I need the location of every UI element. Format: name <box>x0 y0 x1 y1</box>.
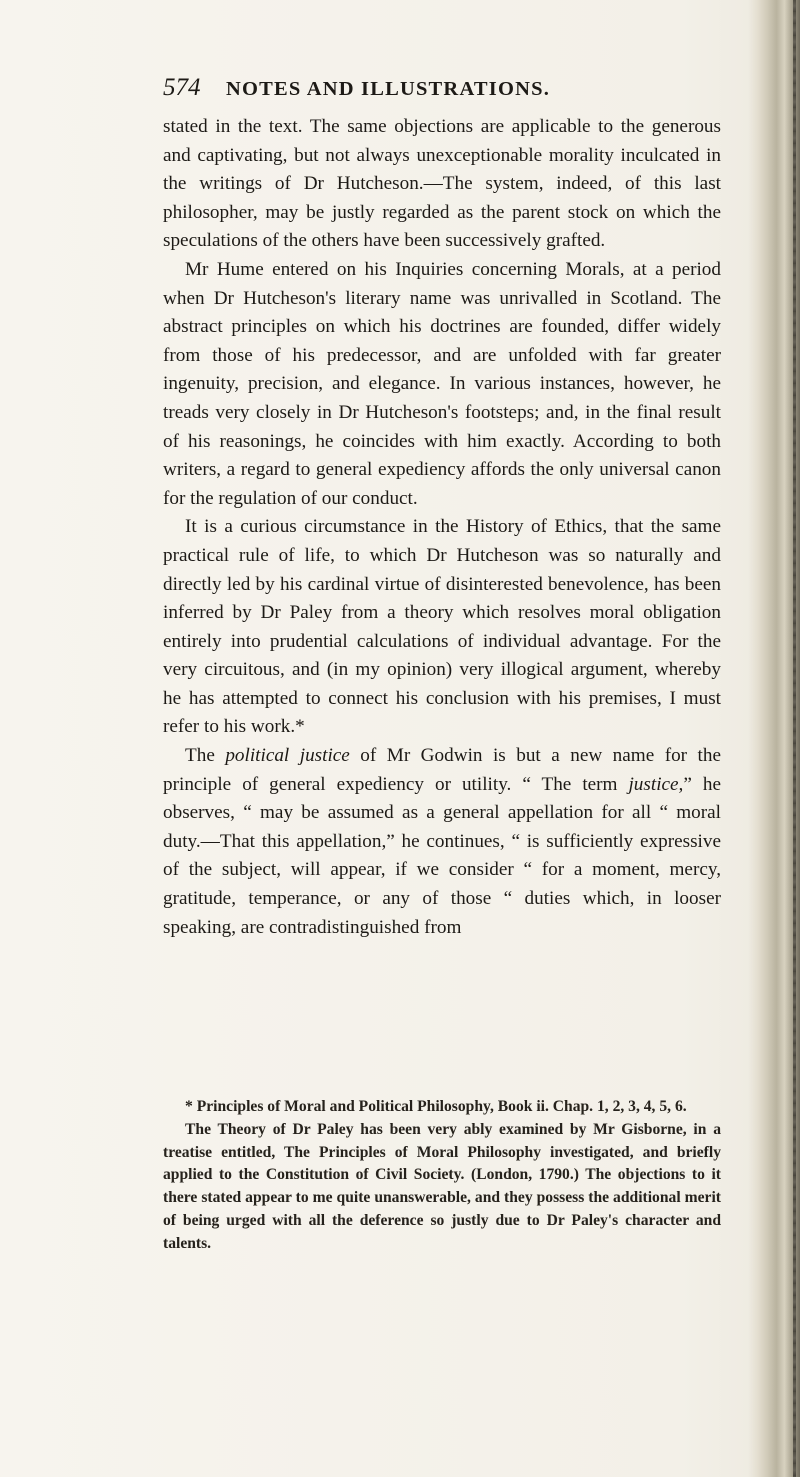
page-number: 574 <box>163 74 201 101</box>
paragraph-3: It is a curious circumstance in the History of Ethics, that the same practical rule of life, to which Dr Hutcheson was so naturally and directly led by his cardinal virtue of disinterested benevolence, has been inferred by Dr Paley from a theory which resolves moral obligation entirely into prudential calculations of individual advantage. For the very circuitous, and (in my opinion) very illogical argument, whereby he has attempted to connect his conclusion with his premises, I must refer to his work.* <box>163 516 721 738</box>
page-edge-shadow <box>748 0 800 1477</box>
paragraph-1: stated in the text. The same objections are applicable to the generous and captivating, but not always unexceptionable morality inculcated in the writings of Dr Hutcheson.—The system, indeed, of this last philosopher, may be justly regarded as the parent stock on which the speculations of the others have been successively grafted. <box>163 116 721 252</box>
paragraph-4-text-b: of Mr Godwin is but a new name for the principle of general expediency or utility. “ The term <box>163 745 721 795</box>
paragraph-4-text-a: The <box>185 745 226 767</box>
paragraph-2: Mr Hume entered on his Inquiries concerning Morals, at a period when Dr Hutcheson's literary name was unrivalled in Scotland. The abstract principles on which his doctrines are founded, differ widely from those of his predecessor, and are unfolded with far greater ingenuity, precision, and elegance. In various instances, however, he treads very closely in Dr Hutcheson's footsteps; and, in the final result of his reasonings, he coincides with him exactly. According to both writers, a regard to general expediency affords the only universal canon for the regulation of our conduct. <box>163 258 721 509</box>
page-header <box>163 74 723 114</box>
footnote-2: The Theory of Dr Paley has been very ably examined by Mr Gisborne, in a treatise entitled, The Principles of Moral Philosophy investigated, and briefly applied to the Constitution of Civil Society. (London, 1790.) The objections to it there stated appear to me quite unanswerable, and they possess the additional merit of being urged with all the deference so justly due to Dr Paley's character and talents. <box>163 1120 721 1252</box>
footnote-1: * Principles of Moral and Political Philosophy, Book ii. Chap. 1, 2, 3, 4, 5, 6. <box>185 1098 687 1115</box>
italic-justice: justice, <box>628 773 684 795</box>
running-head: NOTES AND ILLUSTRATIONS. <box>226 78 551 100</box>
italic-political-justice: political justice <box>225 745 350 767</box>
main-text <box>163 113 721 942</box>
paragraph-4-text-c: ” he observes, “ may be assumed as a general appellation for all “ moral duty.—That this appellation,” he continues, “ is sufficiently expressive of the subject, will appear, if we consider “ for a moment, mercy, gratitude, temperance, or any of those “ duties which, in looser speaking, are contradistinguished from <box>163 773 721 938</box>
footnotes <box>163 1096 721 1256</box>
paragraph-4 <box>163 742 721 942</box>
